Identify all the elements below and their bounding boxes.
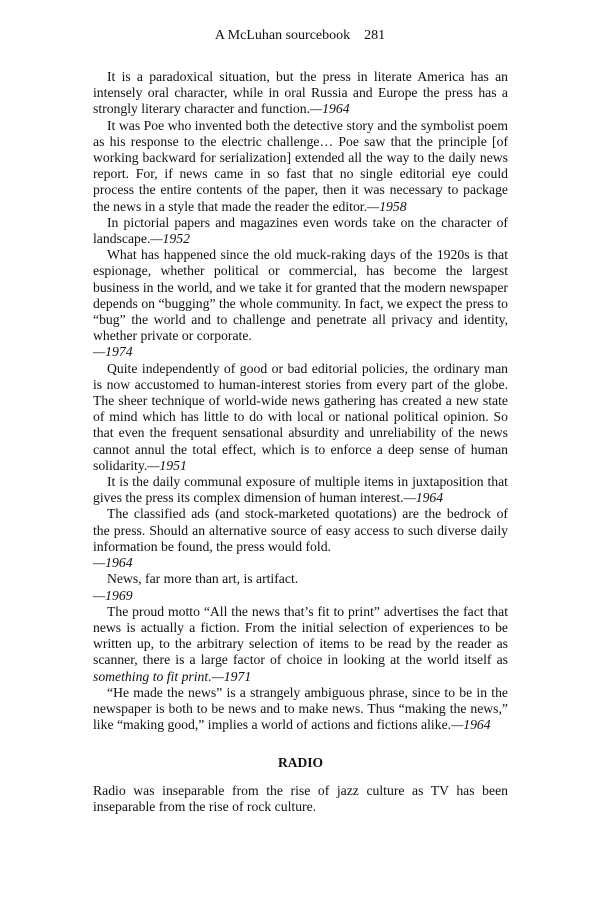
section-heading: RADIO	[277, 755, 323, 771]
quote-date: —1964	[93, 555, 133, 571]
quote-paragraph: In pictorial papers and magazines even words take on the character of landscape.—1952	[93, 214, 508, 247]
page-body	[93, 69, 508, 815]
quote-paragraph: News, far more than art, is artifact.	[107, 571, 299, 587]
quote-paragraph: What has happened since the old muck-raking days of the 1920s is that espionage, whether political or commercial, has become the largest business in the world, and we take it for granted that the modern newspaper depends on “bugging” the whole community. In fact, we expect the press to “bug” the world and to challenge and penetrate all privacy and identity, whether private or corporate.	[93, 247, 508, 344]
quote-paragraph: “He made the news” is a strangely ambiguous phrase, since to be in the newspaper is both to be news and to make news. Thus “making the news,” like “making good,” implies a world of actions and fictions alike.—1964	[93, 684, 508, 733]
quote-paragraph: It is the daily communal exposure of multiple items in juxtaposition that gives the press its complex dimension of human interest.—1964	[93, 474, 508, 506]
quote-italic-tail: something to fit print.	[93, 668, 212, 684]
quote-paragraph: It was Poe who invented both the detective story and the symbolist poem as his response to the electric challenge… Poe saw that the principle [of working backward for serialization] extended all the way to the daily news report. For, if news came in so fast that no single editorial eye could process the entire contents of the paper, then it was necessary to package the news in a style that made the reader the editor.—1958	[93, 117, 508, 214]
page-number: 281	[364, 28, 386, 43]
quote-date: —1964	[451, 717, 491, 733]
quote-paragraph: The proud motto “All the news that’s fit to print” advertises the fact that news is actually a fiction. From the initial selection of experiences to be written up, to the arbitrary selection of items to be read by the reader as scanner, there is a large factor of choice in looking at the world itself as something to fit print.—1971	[93, 603, 508, 684]
quote-date: —1964	[403, 490, 444, 506]
running-header-title: A McLuhan sourcebook	[214, 28, 351, 43]
quote-date: —1951	[147, 457, 187, 473]
quote-date: —1974	[93, 344, 133, 360]
quote-paragraph: The classified ads (and stock-marketed quotations) are the bedrock of the press. Should an alternative source of easy access to such diverse daily information be found, the press would fold.	[93, 506, 508, 554]
quote-date: —1952	[150, 231, 190, 247]
quote-date: —1971	[211, 668, 252, 684]
quote-date: —1964	[310, 101, 350, 117]
quote-date: —1969	[93, 587, 133, 603]
section-paragraph: Radio was inseparable from the rise of jazz culture as TV has been inseparable from the rise of rock culture.	[93, 782, 508, 814]
quote-paragraph: Quite independently of good or bad editorial policies, the ordinary man is now accustomed to human-interest stories from every part of the globe. The sheer technique of world-wide news gathering has created a new state of mind which has little to do with local or national political opinion. So that even the frequent sensational absurdity and unreliability of the news cannot annul the total effect, which is to enforce a deep sense of human solidarity.—1951	[93, 360, 508, 473]
running-header	[0, 28, 600, 44]
quote-paragraph: It is a paradoxical situation, but the press in literate America has an intensely oral character, while in oral Russia and Europe the press has a strongly literary character and function.—1964	[93, 69, 508, 117]
quote-date: —1958	[367, 198, 407, 214]
